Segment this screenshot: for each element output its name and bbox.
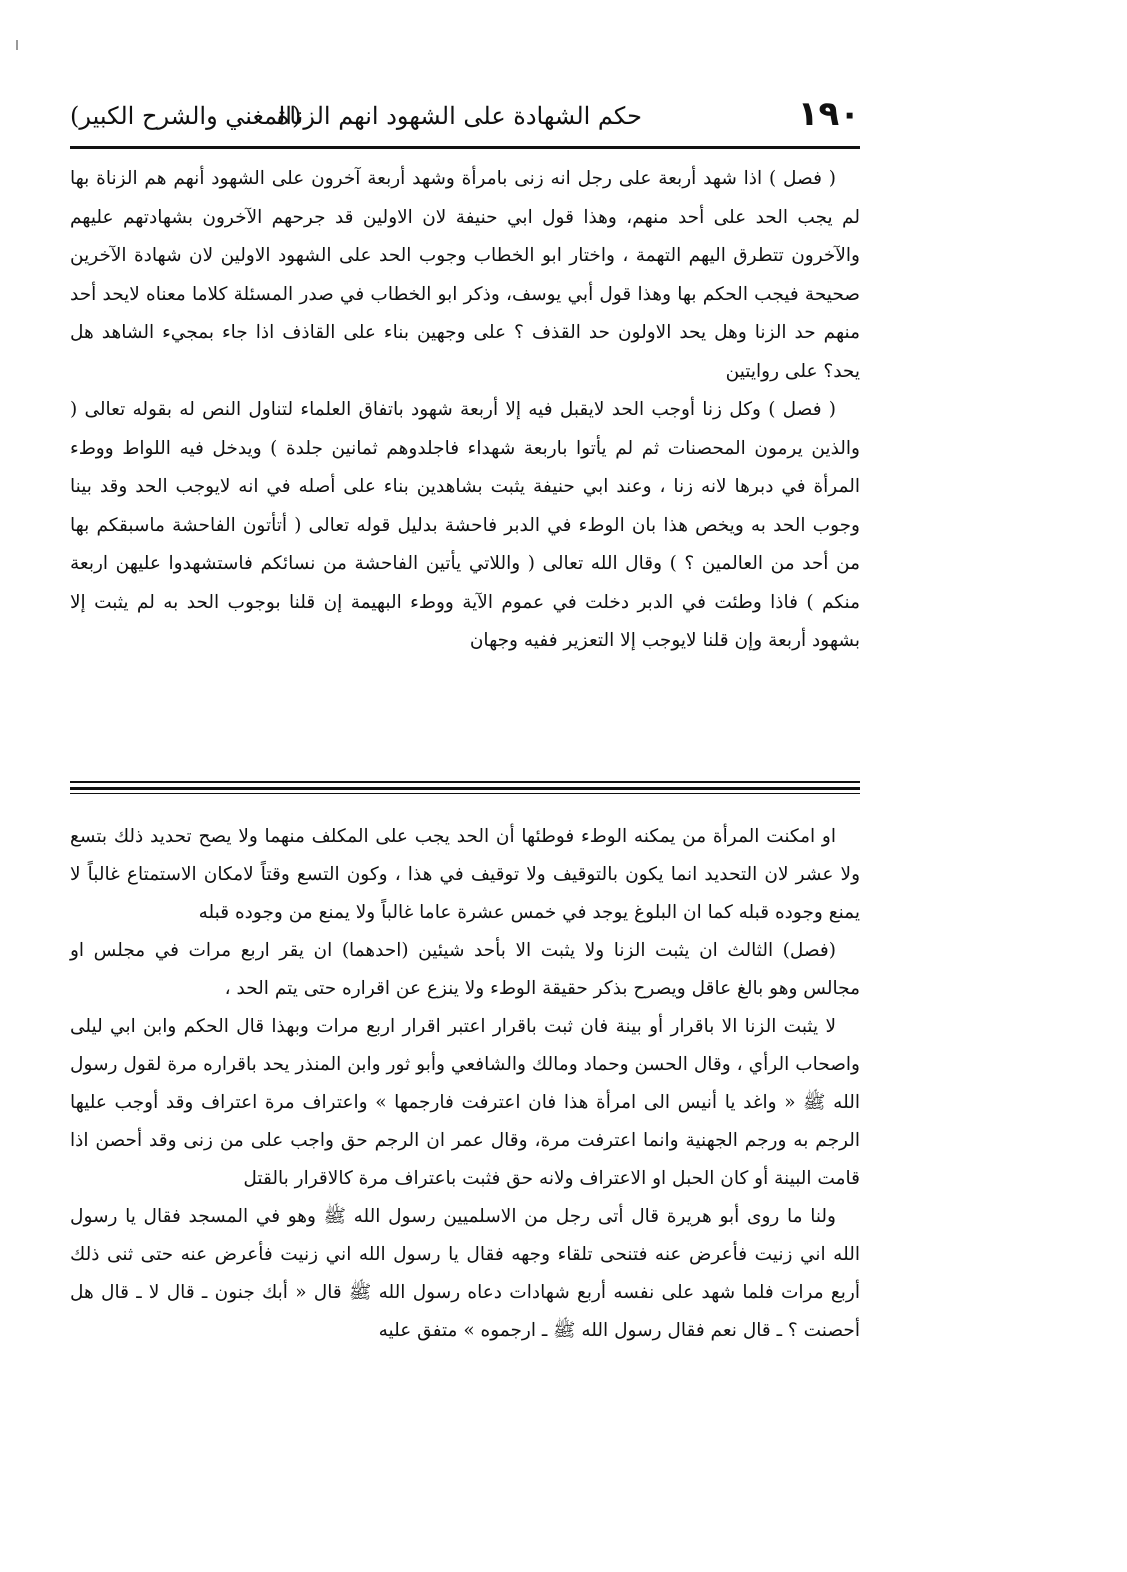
paragraph: لا يثبت الزنا الا باقرار أو بينة فان ثبت باقرار اعتبر اقرار اربع مرات وبهذا قال الحكم وابن ابي ليلى واصحاب الرأي ، وقال الحسن وحماد ومالك والشافعي وأبو ثور وابن المنذر يحد باقراره مرة لقول رسول الله ﷺ « واغد يا أنيس الى امرأة هذا فان اعترفت فارجمها » واعتراف مرة اعتراف وقد أوجب عليها الرجم به ورجم الجهنية وانما اعترفت مرة، وقال عمر ان الرجم حق واجب على من زنى وقد أحصن اذا قامت البينة أو كان الحبل او الاعتراف ولانه حق فثبت باعتراف مرة كالاقرار بالقتل bbox=[70, 1016, 860, 1189]
divider-line bbox=[70, 793, 860, 794]
paragraph: ( فصل ) اذا شهد أربعة على رجل انه زنى بامرأة وشهد أربعة آخرون على الشهود أنهم هم الزناة بها لم يجب الحد على أحد منهم، وهذا قول ابي حنيفة لان الاولين قد جرحهم الآخرون بشهادتهم عليهم والآخرون تتطرق اليهم التهمة ، واختار ابو الخطاب وجوب الحد على الشهود الاولين لان شهادة الآخرين صحيحة فيجب الحكم بها وهذا قول أبي يوسف، وذكر ابو الخطاب في صدر المسئلة كلاما معناه لايحد أحد منهم حد الزنا وهل يحد الاولون حد القذف ؟ على وجهين بناء على القاذف اذا جاء بمجيء الشاهد هل يحد؟ على روايتين bbox=[70, 168, 860, 382]
main-text bbox=[70, 160, 860, 661]
book-page bbox=[70, 90, 860, 1520]
paragraph: او امكنت المرأة من يمكنه الوطء فوطئها أن الحد يجب على المكلف منهما ولا يصح تحديد ذلك بتسع ولا عشر لان التحديد انما يكون بالتوقيف ولا توقيف في هذا ، وكون التسع وقتاً لامكان الاستمتاع غالباً لا يمنع وجوده قبله كما ان البلوغ يوجد في خمس عشرة عاما غالباً ولا يمنع من وجوده قبله bbox=[70, 826, 860, 923]
divider-line bbox=[70, 787, 860, 790]
book-title: (المغني والشرح الكبير) bbox=[70, 102, 302, 130]
page-header bbox=[70, 90, 860, 149]
section-divider bbox=[70, 781, 860, 795]
paragraph: ولنا ما روى أبو هريرة قال أتى رجل من الاسلميين رسول الله ﷺ وهو في المسجد فقال يا رسول الله اني زنيت فأعرض عنه فتنحى تلقاء وجهه فقال يا رسول الله اني زنيت فأعرض عنه حتى ثنى ذلك أربع مرات فلما شهد على نفسه أربع شهادات دعاه رسول الله ﷺ قال « أبك جنون ـ قال لا ـ قال هل أحصنت ؟ ـ قال نعم فقال رسول الله ﷺ ـ ارجموه » متفق عليه bbox=[70, 1206, 860, 1341]
paragraph: (فصل) الثالث ان يثبت الزنا ولا يثبت الا بأحد شيئين (احدهما) ان يقر اربع مرات في مجلس او مجالس وهو بالغ عاقل ويصرح بذكر حقيقة الوطء ولا ينزع عن اقراره حتى يتم الحد ، bbox=[70, 940, 860, 999]
page-edge-mark bbox=[16, 40, 18, 50]
commentary-text bbox=[70, 818, 860, 1350]
page-number: ١٩٠ bbox=[797, 94, 860, 134]
running-title: حكم الشهادة على الشهود انهم الزناة bbox=[276, 102, 642, 130]
divider-line bbox=[70, 781, 860, 783]
paragraph: ( فصل ) وكل زنا أوجب الحد لايقبل فيه إلا أربعة شهود باتفاق العلماء لتناول النص له بقوله تعالى ( والذين يرمون المحصنات ثم لم يأتوا باربعة شهداء فاجلدوهم ثمانين جلدة ) ويدخل فيه اللواط ووطء المرأة في دبرها لانه زنا ، وعند ابي حنيفة يثبت بشاهدين بناء على أصله في انه لايوجب الحد وقد بينا وجوب الحد به ويخص هذا بان الوطء في الدبر فاحشة بدليل قوله تعالى ( أتأتون الفاحشة ماسبقكم بها من أحد من العالمين ؟ ) وقال الله تعالى ( واللاتي يأتين الفاحشة من نسائكم فاستشهدوا عليهن اربعة منكم ) فاذا وطئت في الدبر دخلت في عموم الآية ووطء البهيمة إن قلنا بوجوب الحد به لم يثبت إلا بشهود أربعة وإن قلنا لايوجب إلا التعزير ففيه وجهان bbox=[70, 399, 860, 651]
